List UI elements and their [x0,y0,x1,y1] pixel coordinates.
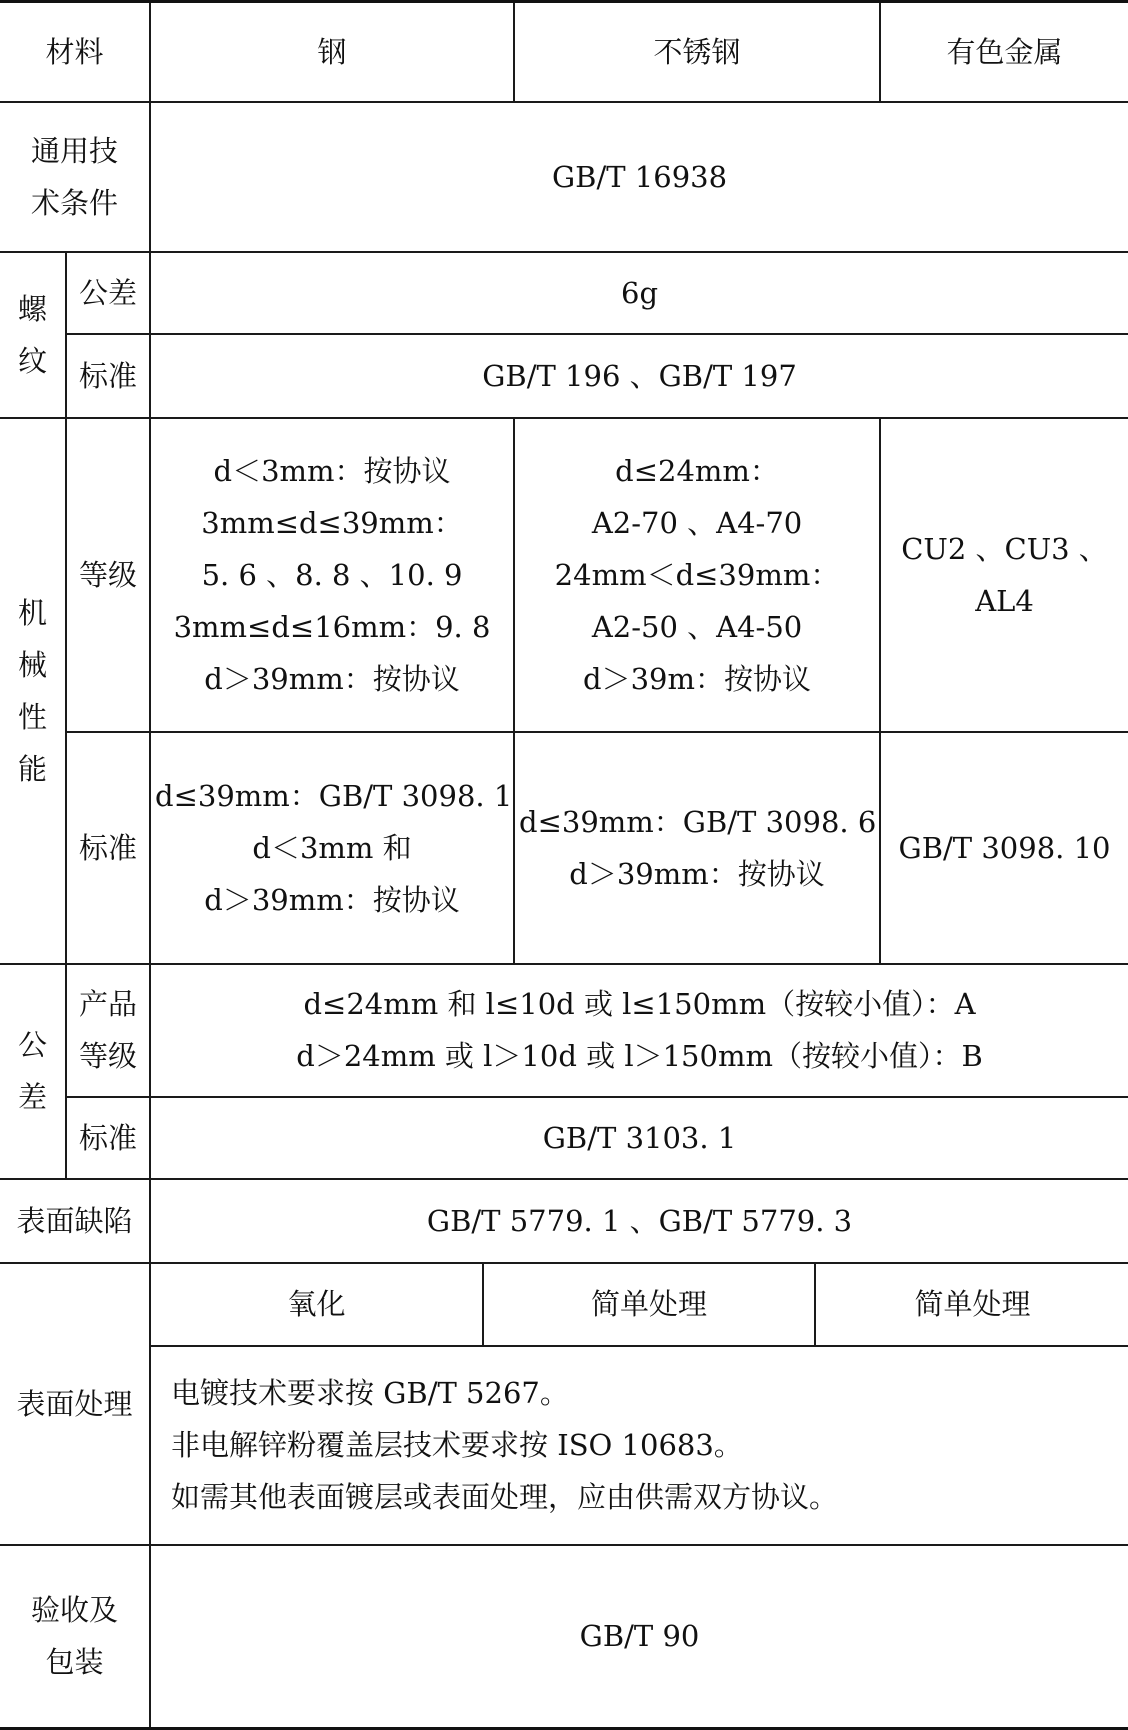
mechanical-standard-row [0,732,1128,964]
surface-defects-value: GB/T 5779. 1 、GB/T 5779. 3 [150,1179,1128,1263]
mechanical-label: 机 械 性 能 [0,418,66,964]
header-steel: 钢 [150,2,514,102]
thread-standard-label: 标准 [66,334,150,418]
general-row [0,102,1128,252]
thread-standard-value: GB/T 196 、GB/T 197 [150,334,1128,418]
thread-tolerance-row [0,252,1128,334]
header-stainless: 不锈钢 [514,2,880,102]
surface-treatment-notes: 电镀技术要求按 GB/T 5267。 非电解锌粉覆盖层技术要求按 ISO 10683。 如需其他表面镀层或表面处理，应由供需双方协议。 [171,1376,839,1514]
thread-tolerance-label: 公差 [66,252,150,334]
tolerance-standard-row [0,1097,1128,1179]
general-label: 通用技 术条件 [0,102,150,252]
mechanical-standard-label: 标准 [66,732,150,964]
thread-label: 螺 纹 [0,252,66,418]
steel-standard-cell: d≤39mm：GB/T 3098. 1 d＜3mm 和 d＞39mm：按协议 [150,732,514,964]
general-value: GB/T 16938 [150,102,1128,252]
nonferrous-standard-cell: GB/T 3098. 10 [880,732,1128,964]
steel-treatment: 氧化 [151,1264,483,1346]
mechanical-grade-row [0,418,1128,732]
steel-grade-cell: d＜3mm：按协议 3mm≤d≤39mm： 5. 6 、8. 8 、10. 9 3mm≤d≤16mm：9. 8 d＞39mm：按协议 [150,418,514,732]
acceptance-row [0,1545,1128,1729]
thread-standard-row [0,334,1128,418]
tolerance-standard-label: 标准 [66,1097,150,1179]
tolerance-standard-value: GB/T 3103. 1 [150,1097,1128,1179]
surface-treatment-row [0,1263,1128,1545]
surface-treatment-subtable [151,1264,1128,1544]
surface-treatment-content [150,1263,1128,1545]
stainless-grade-cell: d≤24mm： A2-70 、A4-70 24mm＜d≤39mm： A2-50 、A4-50 d＞39m：按协议 [514,418,880,732]
header-nonferrous: 有色金属 [880,2,1128,102]
header-row [0,2,1128,102]
acceptance-value: GB/T 90 [150,1545,1128,1729]
tolerance-grade-value: d≤24mm 和 l≤10d 或 l≤150mm（按较小值）：A d＞24mm 或 l＞10d 或 l＞150mm（按较小值）：B [150,964,1128,1097]
surface-defects-row [0,1179,1128,1263]
surface-treatment-label: 表面处理 [0,1263,150,1545]
stainless-treatment: 简单处理 [483,1264,815,1346]
thread-tolerance-value: 6g [150,252,1128,334]
nonferrous-treatment: 简单处理 [815,1264,1128,1346]
tolerance-grade-label: 产品 等级 [66,964,150,1097]
stainless-standard-cell: d≤39mm：GB/T 3098. 6 d＞39mm：按协议 [514,732,880,964]
tolerance-grade-row [0,964,1128,1097]
mechanical-grade-label: 等级 [66,418,150,732]
tolerance-label: 公 差 [0,964,66,1179]
surface-defects-label: 表面缺陷 [0,1179,150,1263]
header-material: 材料 [0,2,150,102]
nonferrous-grade-cell: CU2 、CU3 、AL4 [880,418,1128,732]
acceptance-label: 验收及 包装 [0,1545,150,1729]
